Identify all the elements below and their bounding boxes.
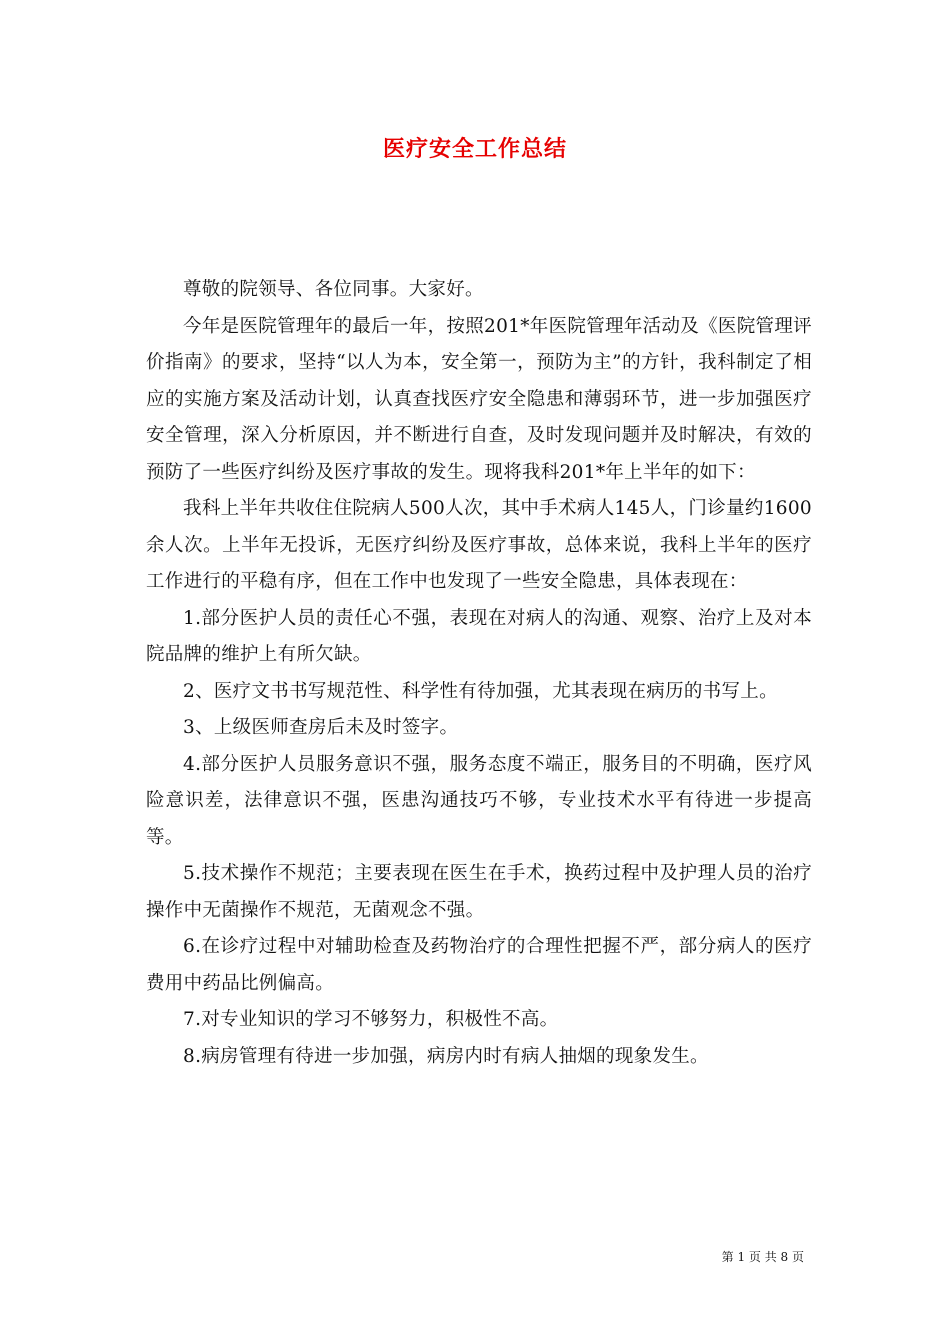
summary-paragraph: 我科上半年共收住住院病人500人次，其中手术病人145人，门诊量约1600余人次。上半年无投诉，无医疗纠纷及医疗事故，总体来说，我科上半年的医疗工作进行的平稳有序，但在工作中也发现了一些安全隐患，具体表现在： [146,498,812,592]
issue-item-3: 3、上级医师查房后未及时签字。 [183,717,459,738]
greeting-paragraph: 尊敬的院领导、各位同事。大家好。 [183,279,484,300]
page-number-footer: 第 1 页 共 8 页 [721,1250,804,1264]
document-title: 医疗安全工作总结 [382,136,567,162]
document-body [146,272,812,1075]
issue-item-2: 2、医疗文书书写规范性、科学性有待加强，尤其表现在病历的书写上。 [183,680,778,702]
issue-item-8: 8.病房管理有待进一步加强，病房内时有病人抽烟的现象发生。 [183,1045,709,1067]
issue-item-4: 4.部分医护人员服务意识不强，服务态度不端正，服务目的不明确，医疗风险意识差，法律意识不强，医患沟通技巧不够，专业技术水平有待进一步提高等。 [146,753,812,848]
intro-paragraph: 今年是医院管理年的最后一年，按照201*年医院管理年活动及《医院管理评价指南》的要求，坚持“以人为本，安全第一，预防为主”的方针，我科制定了相应的实施方案及活动计划，认真查找医疗安全隐患和薄弱环节，进一步加强医疗安全管理，深入分析原因，并不断进行自查，及时发现问题并及时解决，有效的预防了一些医疗纠纷及医疗事故的发生。现将我科201*年上半年的如下： [146,315,812,483]
issue-item-6: 6.在诊疗过程中对辅助检查及药物治疗的合理性把握不严，部分病人的医疗费用中药品比例偏高。 [146,936,812,994]
issue-item-7: 7.对专业知识的学习不够努力，积极性不高。 [183,1009,559,1030]
issue-item-1: 1.部分医护人员的责任心不强，表现在对病人的沟通、观察、治疗上及对本院品牌的维护上有所欠缺。 [146,607,812,665]
issue-item-5: 5.技术操作不规范；主要表现在医生在手术，换药过程中及护理人员的治疗操作中无菌操作不规范，无菌观念不强。 [146,863,812,921]
